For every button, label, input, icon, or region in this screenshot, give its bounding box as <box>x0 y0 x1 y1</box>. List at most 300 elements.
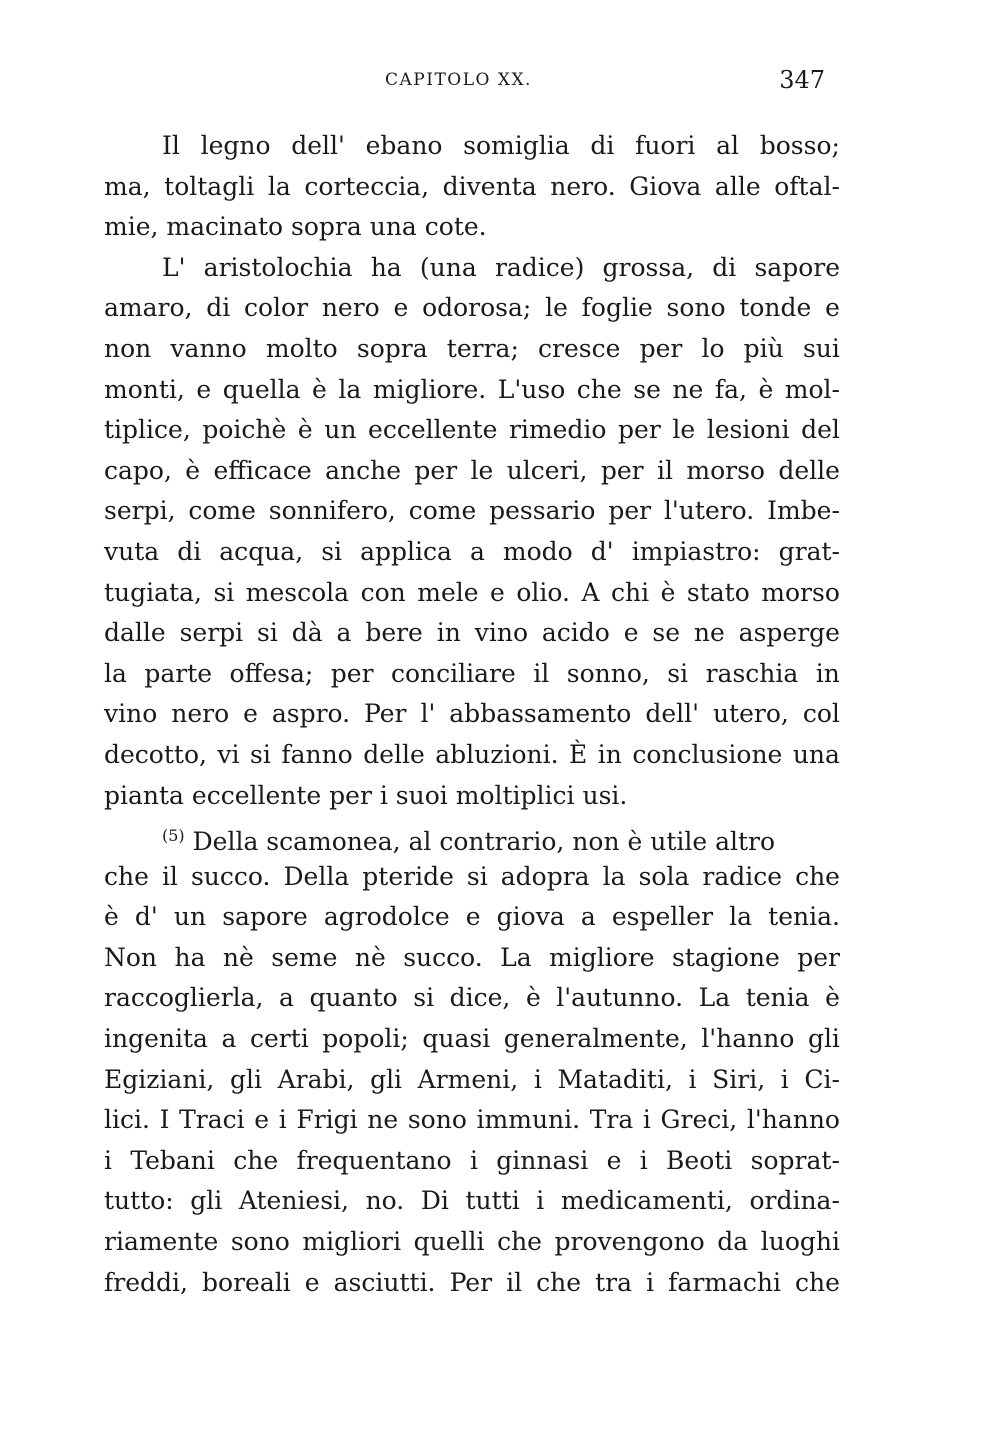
word: e <box>243 699 258 729</box>
text-line <box>104 613 840 654</box>
word: ebano <box>365 131 443 160</box>
word: Tra <box>589 1105 634 1135</box>
word: per <box>618 415 661 445</box>
word: alle <box>714 171 761 201</box>
word: per <box>600 455 644 485</box>
word: a <box>336 618 352 648</box>
word: abluzioni. <box>435 739 559 769</box>
word: efficace <box>213 455 312 485</box>
word: lesioni <box>706 415 790 445</box>
word: di <box>206 293 231 323</box>
word: legno <box>200 131 271 160</box>
word: è <box>525 983 541 1013</box>
word: da <box>717 1227 749 1257</box>
word: eccellente <box>368 415 498 445</box>
text-line <box>104 694 840 735</box>
word: amaro, <box>104 293 193 323</box>
word: di <box>590 131 615 160</box>
word: rimedio <box>508 415 607 445</box>
word: si <box>321 536 343 566</box>
word: Beoti <box>666 1145 733 1175</box>
word: morso <box>686 455 765 485</box>
word: Greci, <box>660 1105 738 1135</box>
word: per <box>639 333 683 363</box>
word: serpi <box>179 618 244 648</box>
word: sono <box>230 1227 290 1257</box>
page-number: 347 <box>779 66 825 94</box>
word: grat- <box>778 536 840 566</box>
text-line <box>104 978 840 1019</box>
word: vi <box>217 739 240 769</box>
word: i <box>536 1186 545 1216</box>
word: si <box>250 739 271 769</box>
word: una <box>792 739 840 769</box>
word: dell' <box>291 131 345 160</box>
word: provengono <box>554 1227 705 1257</box>
word: in <box>436 618 461 648</box>
word: le <box>672 415 696 445</box>
text-line <box>104 167 840 208</box>
word: dice, <box>449 983 511 1013</box>
word: I <box>159 1105 170 1135</box>
word: espeller <box>611 902 714 932</box>
word: mol- <box>784 374 840 404</box>
word: olio. <box>516 577 570 607</box>
word: è <box>312 374 327 404</box>
word: e <box>623 618 639 648</box>
word: i <box>646 1267 655 1297</box>
word: sono <box>407 1105 467 1135</box>
word: monti, <box>104 374 185 404</box>
word: tra <box>595 1267 633 1297</box>
word: foglie <box>581 293 653 323</box>
word: se <box>633 374 661 404</box>
word: quanto <box>309 983 398 1013</box>
word: gli <box>229 1064 262 1094</box>
word: freddi, <box>104 1267 188 1297</box>
text-line <box>104 857 840 898</box>
word: modo <box>502 536 573 566</box>
word: ne <box>672 374 704 404</box>
word: diventa <box>442 171 537 201</box>
word: e <box>606 1145 622 1175</box>
word: le <box>545 293 568 323</box>
word: soprat- <box>750 1145 840 1175</box>
page-header <box>100 66 825 100</box>
word: vuta <box>104 536 160 566</box>
word: ma, <box>104 171 151 201</box>
word: L' <box>162 252 186 282</box>
text-line: mie, macinato sopra una cote. <box>104 212 487 242</box>
word: e <box>254 1105 270 1135</box>
word: ordina- <box>749 1186 840 1216</box>
word: e <box>393 293 409 323</box>
word: i <box>639 1145 648 1175</box>
word: lo <box>701 333 725 363</box>
word: di <box>177 536 202 566</box>
word: le <box>470 455 494 485</box>
word: conclusione <box>632 739 783 769</box>
word: vino <box>104 699 158 729</box>
word: si <box>257 618 278 648</box>
word: migliore <box>549 942 655 972</box>
word: l'autunno. <box>556 983 684 1013</box>
word: acido <box>541 618 610 648</box>
word: toltagli <box>164 171 255 201</box>
footnote-marker: (5) <box>162 826 185 846</box>
word: il <box>506 1267 523 1297</box>
word: che <box>104 861 149 891</box>
word: tiplice, <box>104 415 191 445</box>
text-line <box>104 532 840 573</box>
word: cresce <box>538 333 621 363</box>
word: che <box>795 1267 840 1297</box>
word: aspro. <box>271 699 351 729</box>
word: frequentano <box>296 1145 452 1175</box>
word: gli <box>190 1186 223 1216</box>
word: nero <box>321 293 380 323</box>
word: Ateniesi, <box>238 1186 349 1216</box>
text-line <box>104 451 840 492</box>
word: in <box>597 739 622 769</box>
word: pteride <box>362 861 454 891</box>
word: raccoglierla, <box>104 983 264 1013</box>
word: adopra <box>500 861 590 891</box>
word: ha <box>174 942 206 972</box>
word: Ci- <box>804 1064 840 1094</box>
word: fuori <box>635 131 696 160</box>
word: La <box>500 942 532 972</box>
word: grossa, <box>602 252 695 282</box>
word: l' <box>420 699 436 729</box>
word: acqua, <box>219 536 304 566</box>
word: che <box>795 861 840 891</box>
word: bere <box>365 618 423 648</box>
word: corteccia, <box>304 171 430 201</box>
word: Arabi, <box>277 1064 355 1094</box>
word: e <box>490 577 505 607</box>
word: non <box>104 333 152 363</box>
word: farmachi <box>668 1267 781 1297</box>
text-line <box>104 370 840 411</box>
word: sopra <box>356 333 428 363</box>
word: oftal- <box>774 171 840 201</box>
text-line <box>104 1222 840 1263</box>
word: color <box>244 293 309 323</box>
word: impiastro: <box>631 536 761 566</box>
word: giova <box>496 902 565 932</box>
word: certi <box>249 1024 309 1054</box>
text-line <box>104 410 840 451</box>
word: La <box>698 983 731 1013</box>
word: offesa; <box>229 658 314 688</box>
word: A <box>581 577 600 607</box>
word: l'utero. <box>663 496 755 526</box>
word: fa, <box>714 374 747 404</box>
word: no. <box>365 1186 405 1216</box>
word: e <box>304 1267 320 1297</box>
word: e <box>825 293 840 323</box>
word: serpi, <box>104 496 176 526</box>
word: ingenita <box>104 1024 208 1054</box>
word: è <box>825 983 840 1013</box>
word: la <box>602 861 626 891</box>
word: un <box>173 902 207 932</box>
word: gli <box>370 1064 403 1094</box>
word: con <box>360 577 406 607</box>
body-text <box>104 126 840 1303</box>
word: dell' <box>645 699 699 729</box>
text-line <box>104 735 840 776</box>
word: ha <box>370 252 402 282</box>
text-line <box>104 1263 840 1304</box>
text-line <box>104 573 840 614</box>
word: nè <box>222 942 254 972</box>
word: ne <box>367 1105 399 1135</box>
word: i <box>688 1064 697 1094</box>
word: quelli <box>413 1227 485 1257</box>
word: i <box>469 1145 478 1175</box>
word: luoghi <box>760 1227 840 1257</box>
word: Mataditi, <box>557 1064 673 1094</box>
word: asciutti. <box>333 1267 436 1297</box>
word: Imbe- <box>767 496 840 526</box>
word: delle <box>778 455 840 485</box>
word: sapore <box>222 902 308 932</box>
word: si <box>213 577 235 607</box>
footnote-line: $^{(5)}$ Della scamonea, al contrario, non è utile altro <box>162 826 776 857</box>
word: i <box>104 1145 112 1175</box>
word: vino <box>474 618 528 648</box>
word: abbassamento <box>449 699 632 729</box>
word: migliore. <box>372 374 487 404</box>
word: più <box>743 333 784 363</box>
text-line <box>104 329 840 370</box>
word: Traci <box>179 1105 245 1135</box>
word: ne <box>693 618 725 648</box>
word: asperge <box>738 618 840 648</box>
word: Per <box>364 699 407 729</box>
word: riamente <box>104 1227 219 1257</box>
word: Di <box>420 1186 449 1216</box>
word: radice) <box>494 252 585 282</box>
word: gli <box>807 1024 840 1054</box>
text-line <box>104 1060 840 1101</box>
word: a <box>221 1024 237 1054</box>
word: odorosa; <box>422 293 532 323</box>
word: succo. <box>190 861 271 891</box>
word: al <box>716 131 740 160</box>
word: Tebani <box>130 1145 215 1175</box>
word: mele <box>417 577 479 607</box>
word: popoli; <box>322 1024 409 1054</box>
word: tenia <box>745 983 810 1013</box>
text-line <box>104 654 840 695</box>
word: aristolochia <box>203 252 353 282</box>
word: che <box>497 1227 542 1257</box>
text-line <box>104 1019 840 1060</box>
word: generalmente, <box>503 1024 688 1054</box>
word: a <box>279 983 294 1013</box>
word: quasi <box>422 1024 491 1054</box>
word: sola <box>638 861 690 891</box>
word: d' <box>134 902 158 932</box>
word: seme <box>271 942 338 972</box>
word: stato <box>686 577 750 607</box>
running-head: CAPITOLO XX. <box>385 70 532 90</box>
word: che <box>536 1267 582 1297</box>
word: nero. <box>550 171 616 201</box>
word: tutti <box>465 1186 520 1216</box>
word: sapore <box>754 252 840 282</box>
word: ulceri, <box>506 455 588 485</box>
word: i <box>533 1064 542 1094</box>
word: sonnifero, <box>268 496 396 526</box>
word: (una <box>419 252 477 282</box>
word: come <box>408 496 477 526</box>
word: e <box>196 374 212 404</box>
word: agrodolce <box>323 902 450 932</box>
word: il <box>533 658 550 688</box>
word: col <box>802 699 840 729</box>
text-line <box>104 938 840 979</box>
word: si <box>667 658 689 688</box>
word: il <box>161 861 178 891</box>
word: del <box>801 415 840 445</box>
word: somiglia <box>463 131 570 160</box>
word: stagione <box>672 942 780 972</box>
word: e <box>465 902 481 932</box>
word: i <box>278 1105 287 1135</box>
word: mescola <box>245 577 350 607</box>
word: lici. <box>104 1105 150 1135</box>
word: che <box>576 374 622 404</box>
word: utero, <box>712 699 789 729</box>
word: tugiata, <box>104 577 202 607</box>
word: è <box>185 455 201 485</box>
word: chi <box>611 577 650 607</box>
word: Siri, <box>712 1064 766 1094</box>
word: la <box>729 902 753 932</box>
word: quella <box>222 374 301 404</box>
word: in <box>815 658 840 688</box>
word: per <box>330 658 374 688</box>
word: a <box>580 902 596 932</box>
word: Frigi <box>296 1105 358 1135</box>
word: la <box>104 658 127 688</box>
word: Per <box>449 1267 493 1297</box>
word: Giova <box>629 171 702 201</box>
text-line <box>104 1141 840 1182</box>
text-line <box>104 1100 840 1141</box>
word: i <box>780 1064 789 1094</box>
word: morso <box>761 577 840 607</box>
word: sonno, <box>566 658 650 688</box>
word: di <box>712 252 737 282</box>
word: vanno <box>170 333 247 363</box>
word: delle <box>363 739 425 769</box>
word: terra; <box>446 333 519 363</box>
word: per <box>608 496 652 526</box>
word: i <box>642 1105 651 1135</box>
word: decotto, <box>104 739 207 769</box>
word: anche <box>325 455 402 485</box>
word: nero <box>171 699 230 729</box>
word: l'hanno <box>701 1024 795 1054</box>
word: per <box>414 455 458 485</box>
text-line <box>104 491 840 532</box>
word: come <box>188 496 256 526</box>
word: l'hanno <box>746 1105 840 1135</box>
text-line <box>104 897 840 938</box>
word: radice <box>702 861 783 891</box>
word: si <box>466 861 488 891</box>
text-line <box>104 126 840 167</box>
word: che <box>233 1145 279 1175</box>
word: il <box>656 455 673 485</box>
word: boreali <box>202 1267 291 1297</box>
word: la <box>338 374 362 404</box>
word: un <box>324 415 357 445</box>
word: tonde <box>739 293 812 323</box>
word: migliori <box>302 1227 402 1257</box>
word: è <box>297 415 313 445</box>
word: sono <box>666 293 726 323</box>
text-line <box>104 288 840 329</box>
word: Non <box>104 942 158 972</box>
word: succo. <box>403 942 483 972</box>
word: L'uso <box>497 374 566 404</box>
word: ginnasi <box>496 1145 589 1175</box>
word: Il <box>162 131 180 160</box>
word: dà <box>291 618 323 648</box>
word: poichè <box>202 415 287 445</box>
text-line <box>104 248 840 289</box>
word: è <box>104 902 119 932</box>
word: per <box>797 942 840 972</box>
word: d' <box>590 536 614 566</box>
word: parte <box>144 658 213 688</box>
word: sui <box>802 333 840 363</box>
word: Armeni, <box>417 1064 519 1094</box>
word: è <box>758 374 774 404</box>
word: la <box>267 171 291 201</box>
word: molto <box>265 333 338 363</box>
text-line: pianta eccellente per i suoi moltiplici usi. <box>104 780 628 810</box>
word: a <box>469 536 485 566</box>
word: capo, <box>104 455 172 485</box>
word: se <box>652 618 681 648</box>
text-line <box>104 1181 840 1222</box>
word: Egiziani, <box>104 1064 215 1094</box>
word: immuni. <box>476 1105 581 1135</box>
word: Della <box>283 861 350 891</box>
word: nè <box>354 942 386 972</box>
word: tenia. <box>768 902 840 932</box>
word: è <box>660 577 676 607</box>
word: bosso; <box>759 131 840 160</box>
word: raschia <box>705 658 799 688</box>
word: medicamenti, <box>560 1186 733 1216</box>
word: fanno <box>281 739 353 769</box>
word: dalle <box>104 618 166 648</box>
word: applica <box>360 536 452 566</box>
word: tutto: <box>104 1186 174 1216</box>
word: È <box>569 739 588 769</box>
word: pessario <box>489 496 596 526</box>
word: conciliare <box>391 658 516 688</box>
word: si <box>413 983 435 1013</box>
